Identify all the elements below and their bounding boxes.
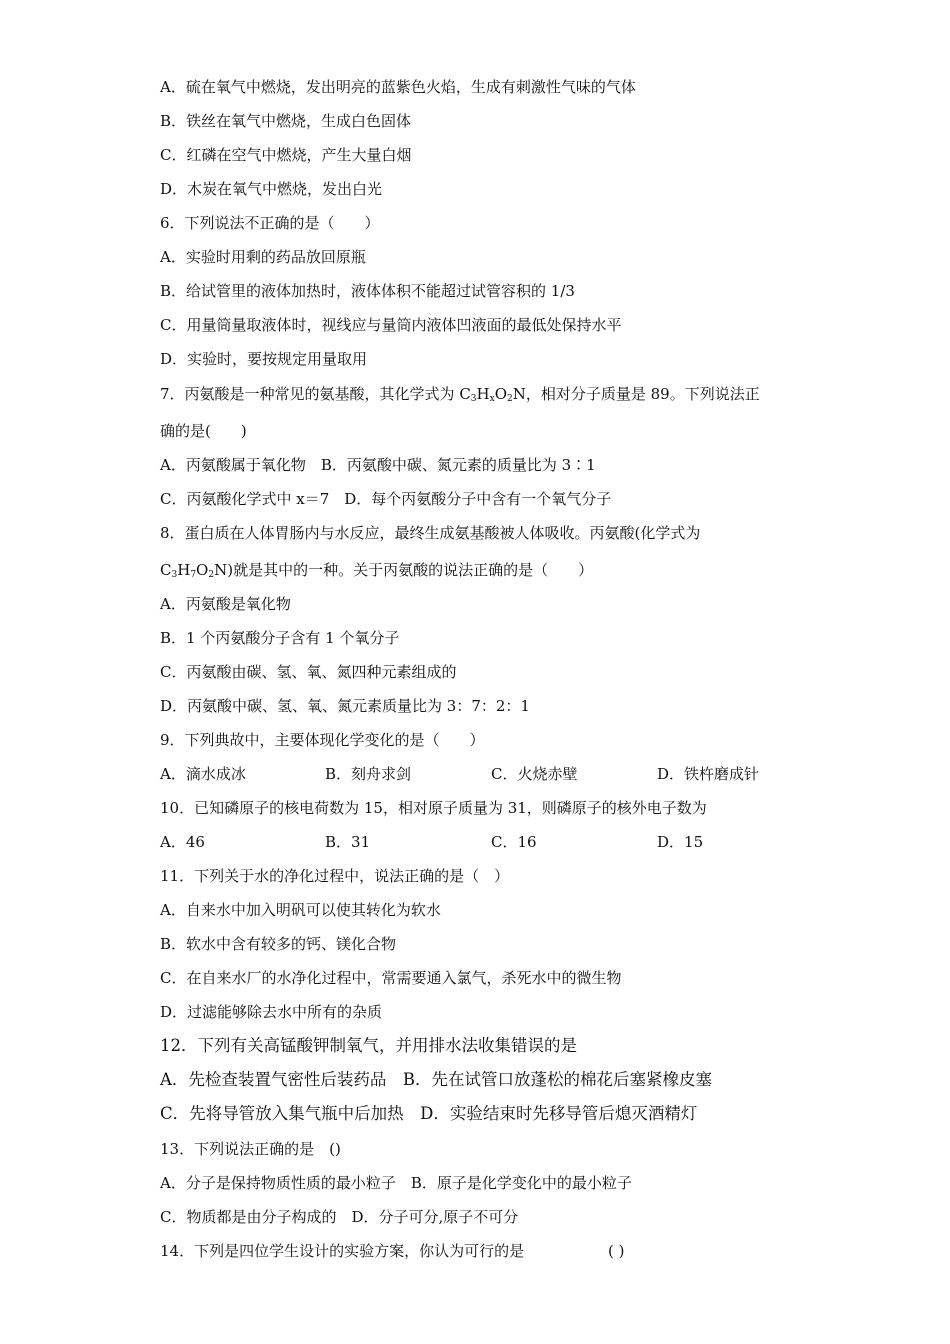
q9-option-a: A．滴水成冰 <box>160 765 246 783</box>
q5-option-b: B．铁丝在氧气中燃烧，生成白色固体 <box>160 112 412 130</box>
q8-option-c: C．丙氨酸由碳、氢、氧、氮四种元素组成的 <box>160 663 457 681</box>
q7-options-ab: A．丙氨酸属于氧化物 B．丙氨酸中碳、氮元素的质量比为 3∶1 <box>160 456 596 474</box>
question-8-cont <box>160 560 593 580</box>
q7-sub-2: 2 <box>507 394 513 404</box>
q6-option-b: B．给试管里的液体加热时，液体体积不能超过试管容积的 1/3 <box>160 282 575 300</box>
q8-formula-s3: 2 <box>208 570 215 580</box>
q11-option-d: D．过滤能够除去水中所有的杂质 <box>160 1003 383 1021</box>
q8-formula-n: N <box>214 561 228 579</box>
q7-o: O <box>494 385 508 403</box>
q10-option-a: A．46 <box>160 833 205 851</box>
q11-option-c: C．在自来水厂的水净化过程中，常需要通入氯气，杀死水中的微生物 <box>160 969 622 987</box>
question-9: 9．下列典故中，主要体现化学变化的是（ ） <box>160 731 485 749</box>
question-7-cont: 确的是( ) <box>160 422 247 440</box>
q13-options-ab: A．分子是保持物质性质的最小粒子 B．原子是化学变化中的最小粒子 <box>160 1174 632 1192</box>
q7-h: H <box>476 385 490 403</box>
q8-formula-c: C <box>160 561 172 579</box>
q6-option-d: D．实验时，要按规定用量取用 <box>160 350 368 368</box>
q8-formula-s2: 7 <box>190 570 197 580</box>
q11-option-b: B．软水中含有较多的钙、镁化合物 <box>160 935 397 953</box>
q7-n: N <box>512 385 526 403</box>
q6-option-a: A．实验时用剩的药品放回原瓶 <box>160 248 366 266</box>
question-7 <box>160 384 760 404</box>
q9-option-d: D．铁杵磨成针 <box>657 765 760 783</box>
question-12: 12．下列有关高锰酸钾制氧气，并用排水法收集错误的是 <box>160 1036 577 1055</box>
q13-options-cd: C．物质都是由分子构成的 D．分子可分,原子不可分 <box>160 1208 519 1226</box>
q9-option-c: C．火烧赤壁 <box>491 765 578 783</box>
q14-answer-paren: ( ) <box>608 1242 625 1260</box>
q5-option-c: C．红磷在空气中燃烧，产生大量白烟 <box>160 146 412 164</box>
q11-option-a: A．自来水中加入明矾可以使其转化为软水 <box>160 901 441 919</box>
q10-option-c: C．16 <box>491 833 537 851</box>
q6-option-c: C．用量筒量取液体时，视线应与量筒内液体凹液面的最低处保持水平 <box>160 316 622 334</box>
question-13: 13．下列说法正确的是 () <box>160 1140 341 1158</box>
q7-sub-x: x <box>489 394 495 404</box>
q8-formula-s1: 3 <box>171 570 178 580</box>
q8-question-end: )就是其中的一种。关于丙氨酸的说法正确的是（ ） <box>227 561 594 579</box>
q12-options-ab: A．先检查装置气密性后装药品 B．先在试管口放蓬松的棉花后塞紧橡皮塞 <box>160 1070 713 1089</box>
q12-options-cd: C．先将导管放入集气瓶中后加热 D．实验结束时先移导管后熄灭酒精灯 <box>160 1104 698 1123</box>
q8-option-a: A．丙氨酸是氧化物 <box>160 595 291 613</box>
q8-option-d: D．丙氨酸中碳、氢、氧、氮元素质量比为 3：7：2：1 <box>160 697 530 715</box>
q8-formula-o: O <box>196 561 209 579</box>
question-8: 8．蛋白质在人体胃肠内与水反应，最终生成氨基酸被人体吸收。丙氨酸(化学式为 <box>160 524 701 542</box>
q7-sub-3: 3 <box>470 394 477 404</box>
q8-option-b: B．1 个丙氨酸分子含有 1 个氧分子 <box>160 629 400 647</box>
q7-prefix: 7．丙氨酸是一种常见的氨基酸，其化学式为 C <box>160 385 471 403</box>
q10-option-d: D．15 <box>657 833 704 851</box>
q8-formula-h: H <box>177 561 191 579</box>
q7-continued: ，相对分子质量是 89。下列说法正 <box>525 385 760 403</box>
question-11: 11．下列关于水的净化过程中，说法正确的是（ ） <box>160 867 510 885</box>
question-14: 14．下列是四位学生设计的实验方案，你认为可行的是 <box>160 1242 525 1260</box>
q10-option-b: B．31 <box>325 833 371 851</box>
q7-options-cd: C．丙氨酸化学式中 x＝7 D．每个丙氨酸分子中含有一个氧气分子 <box>160 490 612 508</box>
question-10: 10．已知磷原子的核电荷数为 15，相对原子质量为 31，则磷原子的核外电子数为 <box>160 799 707 817</box>
q5-option-a: A．硫在氧气中燃烧，发出明亮的蓝紫色火焰，生成有刺激性气味的气体 <box>160 78 636 96</box>
question-6: 6．下列说法不正确的是（ ） <box>160 214 380 232</box>
q5-option-d: D．木炭在氧气中燃烧，发出白光 <box>160 180 383 198</box>
q9-option-b: B．刻舟求剑 <box>325 765 412 783</box>
